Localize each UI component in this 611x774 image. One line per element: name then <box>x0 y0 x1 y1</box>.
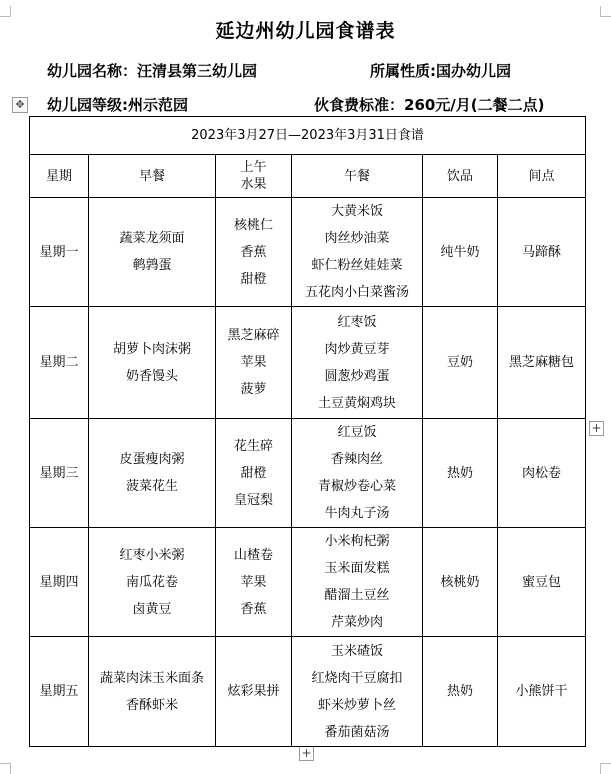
snack-cell: 黑芝麻糖包 <box>498 307 586 419</box>
weekday-cell: 星期一 <box>30 198 89 307</box>
fruit-cell-item: 苹果 <box>240 355 267 370</box>
header-row <box>30 155 586 198</box>
breakfast-cell <box>89 637 216 747</box>
lunch-cell-item: 肉丝炒油菜 <box>324 231 390 246</box>
lunch-cell-item: 红豆饭 <box>337 425 377 440</box>
lunch-cell-item: 小米枸杞粥 <box>324 534 390 549</box>
menu-table <box>29 116 586 747</box>
lunch-cell-item: 玉米碴饭 <box>330 643 383 659</box>
menu-row <box>30 419 586 528</box>
lunch-cell-item: 醋溜土豆丝 <box>324 588 390 603</box>
lunch-cell <box>292 307 423 419</box>
drink-cell: 核桃奶 <box>423 528 498 637</box>
lunch-cell-item: 芹菜炒肉 <box>330 615 383 630</box>
drink-cell: 热奶 <box>423 637 498 747</box>
fruit-cell <box>216 307 292 419</box>
weekday-cell: 星期四 <box>30 528 89 637</box>
header-snack: 间点 <box>498 155 586 198</box>
menu-row <box>30 198 586 307</box>
drink-cell: 热奶 <box>423 419 498 528</box>
breakfast-cell <box>89 307 216 419</box>
fruit-cell <box>216 637 292 747</box>
meal-fee-standard: 伙食费标准：260元/月(二餐二点) <box>314 96 545 114</box>
snack-cell: 马蹄酥 <box>498 198 586 307</box>
drink-cell: 豆奶 <box>423 307 498 419</box>
fruit-cell <box>216 198 292 307</box>
kindergarten-grade: 幼儿园等级:州示范园 <box>47 96 188 114</box>
drink-cell: 纯牛奶 <box>423 198 498 307</box>
fruit-cell-item: 炫彩果拼 <box>227 684 280 699</box>
lunch-cell-item: 肉炒黄豆芽 <box>324 341 390 357</box>
breakfast-cell-item: 蔬菜肉沫玉米面条 <box>99 670 204 686</box>
fruit-cell-item: 苹果 <box>240 574 267 590</box>
table-move-handle-icon[interactable]: ✥ <box>12 97 28 113</box>
kindergarten-nature: 所属性质:国办幼儿园 <box>370 62 511 80</box>
fruit-cell-item: 香蕉 <box>240 601 267 617</box>
lunch-cell-item: 玉米面发糕 <box>324 561 390 576</box>
lunch-cell <box>292 528 423 637</box>
weekday-cell: 星期三 <box>30 419 89 528</box>
date-row <box>30 117 586 155</box>
header-lunch: 午餐 <box>292 155 423 198</box>
lunch-cell-item: 香辣肉丝 <box>330 452 383 467</box>
fruit-cell <box>216 528 292 637</box>
menu-row <box>30 307 586 419</box>
snack-cell: 小熊饼干 <box>498 637 586 747</box>
lunch-cell-item: 虾仁粉丝娃娃菜 <box>311 258 403 273</box>
breakfast-cell-item: 菠菜花生 <box>125 479 178 494</box>
date-range: 2023年3月27日—2023年3月31日食谱 <box>30 117 586 155</box>
header-fruit-line2: 水果 <box>240 177 267 192</box>
add-column-icon[interactable]: + <box>589 421 604 436</box>
breakfast-cell-item: 香酥虾米 <box>125 697 178 713</box>
fruit-cell-item: 黑芝麻碎 <box>227 328 280 343</box>
header-drink: 饮品 <box>423 155 498 198</box>
page-title: 延边州幼儿园食谱表 <box>215 20 396 42</box>
lunch-cell <box>292 198 423 307</box>
fruit-cell-item: 香蕉 <box>240 244 267 260</box>
lunch-cell-item: 圆葱炒鸡蛋 <box>324 368 390 384</box>
header-weekday: 星期 <box>30 155 89 198</box>
fruit-cell-item: 核桃仁 <box>233 217 273 233</box>
breakfast-cell-item: 胡萝卜肉沫粥 <box>112 341 191 357</box>
breakfast-cell-item: 卤黄豆 <box>132 601 172 617</box>
fruit-cell-item: 甜橙 <box>240 465 267 481</box>
fruit-cell-item: 皇冠梨 <box>233 492 273 508</box>
kindergarten-name: 幼儿园名称：汪清县第三幼儿园 <box>47 62 258 80</box>
fruit-cell <box>216 419 292 528</box>
header-breakfast: 早餐 <box>89 155 216 198</box>
page-corner-mark-bottom-left <box>0 763 11 774</box>
breakfast-cell-item: 奶香馒头 <box>125 368 178 384</box>
breakfast-cell-item: 蔬菜龙须面 <box>119 231 185 246</box>
lunch-cell-item: 牛肉丸子汤 <box>324 506 390 521</box>
menu-row <box>30 637 586 747</box>
breakfast-cell <box>89 198 216 307</box>
fruit-cell-item: 花生碎 <box>233 438 273 454</box>
breakfast-cell-item: 皮蛋瘦肉粥 <box>119 452 185 467</box>
fruit-cell-item: 菠萝 <box>240 382 267 397</box>
breakfast-cell <box>89 419 216 528</box>
snack-cell: 蜜豆包 <box>498 528 586 637</box>
weekday-cell: 星期五 <box>30 637 89 747</box>
weekday-cell: 星期二 <box>30 307 89 419</box>
lunch-cell-item: 土豆黄焖鸡块 <box>317 395 396 411</box>
lunch-cell-item: 青椒炒卷心菜 <box>317 479 396 494</box>
fruit-cell-item: 山楂卷 <box>233 547 273 563</box>
breakfast-cell-item: 红枣小米粥 <box>119 547 185 563</box>
breakfast-cell <box>89 528 216 637</box>
lunch-cell-item: 红烧肉干豆腐扣 <box>311 670 403 686</box>
lunch-cell <box>292 637 423 747</box>
breakfast-cell-item: 南瓜花卷 <box>125 574 178 590</box>
lunch-cell-item: 五花肉小白菜酱汤 <box>304 285 409 300</box>
lunch-cell <box>292 419 423 528</box>
lunch-cell-item: 红枣饭 <box>337 314 377 330</box>
menu-row <box>30 528 586 637</box>
header-morning-fruit <box>216 155 292 198</box>
lunch-cell-item: 番茄菌菇汤 <box>324 724 390 740</box>
lunch-cell-item: 虾米炒萝卜丝 <box>317 697 396 713</box>
fruit-cell-item: 甜橙 <box>240 271 267 287</box>
header-fruit-line1: 上午 <box>240 160 267 175</box>
page-corner-mark-bottom-right <box>600 763 611 774</box>
add-row-icon[interactable]: + <box>299 746 314 761</box>
snack-cell: 肉松卷 <box>498 419 586 528</box>
breakfast-cell-item: 鹌鹑蛋 <box>132 258 172 273</box>
lunch-cell-item: 大黄米饭 <box>330 204 383 219</box>
